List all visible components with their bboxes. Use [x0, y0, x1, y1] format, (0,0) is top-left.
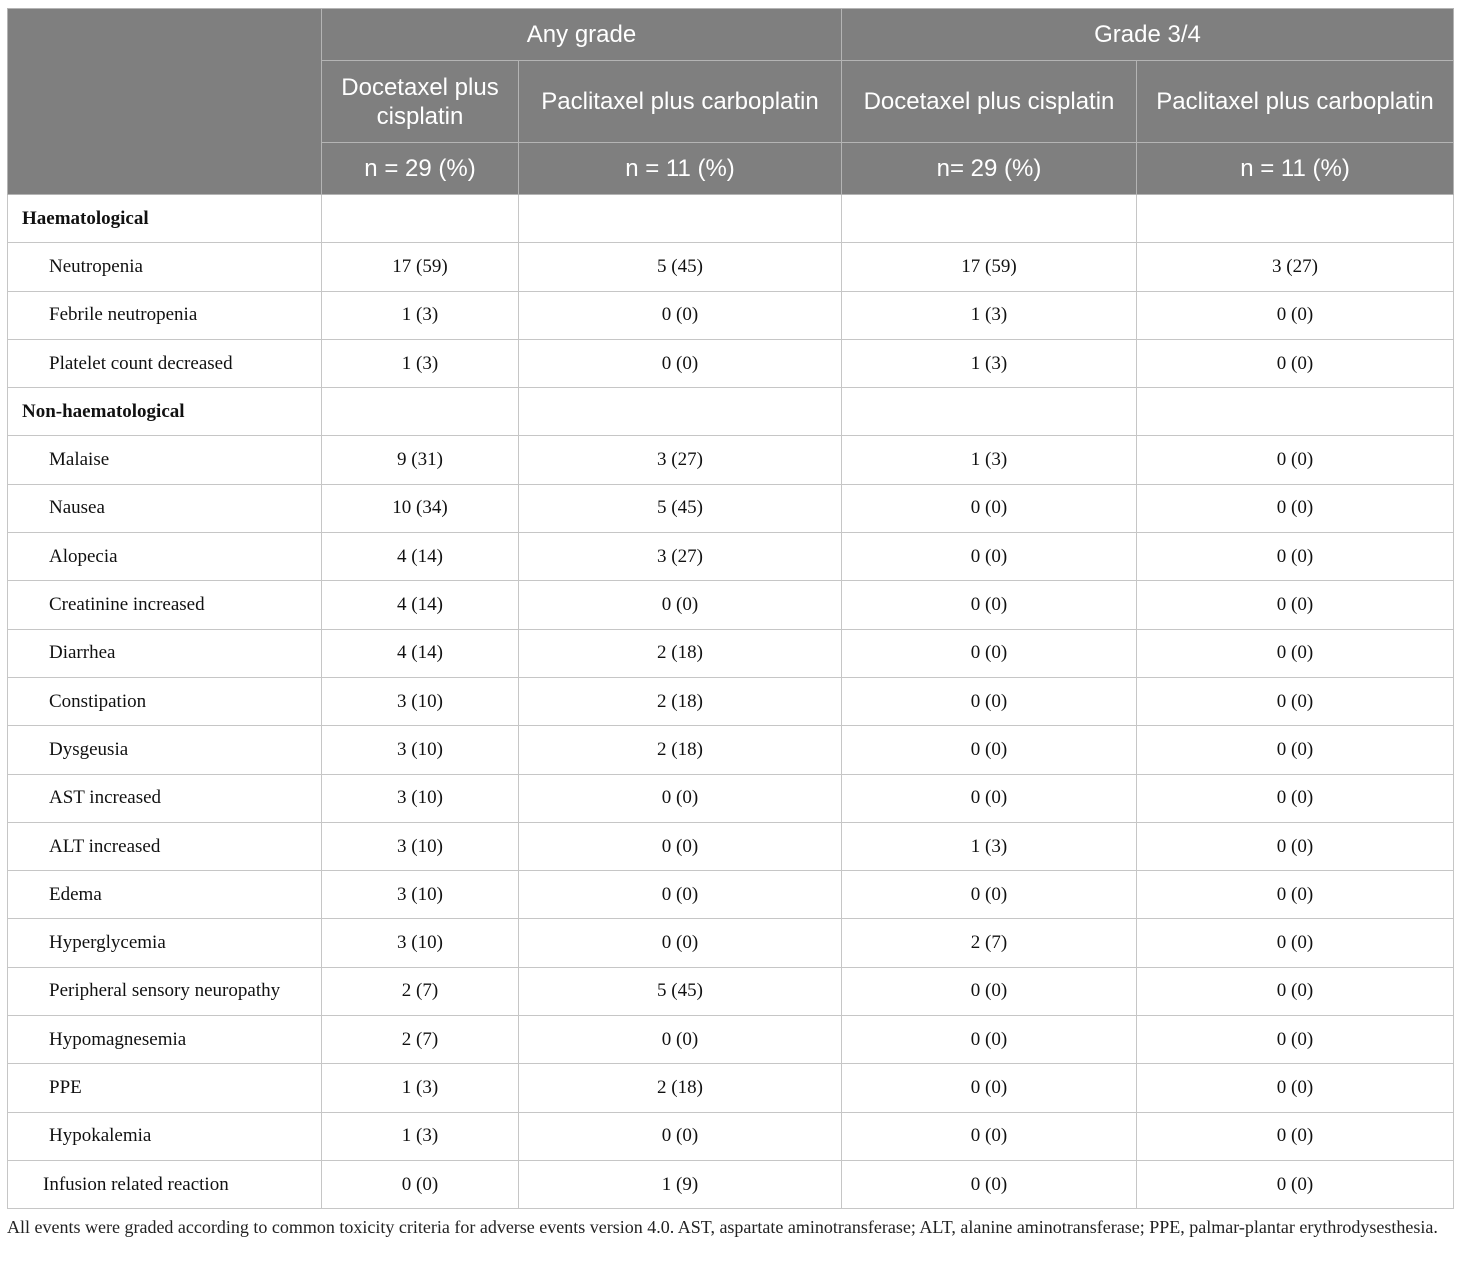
value-cell: 0 (0) [519, 871, 842, 919]
event-label: Hyperglycemia [8, 919, 322, 967]
header-corner-cell [8, 9, 322, 195]
value-cell: 0 (0) [1137, 1064, 1454, 1112]
table-row [8, 243, 1454, 291]
adverse-events-table [7, 8, 1454, 1209]
table-row [8, 871, 1454, 919]
table-row [8, 533, 1454, 581]
event-label: Constipation [8, 677, 322, 725]
table-row [8, 1160, 1454, 1208]
event-label: Diarrhea [8, 629, 322, 677]
empty-cell [519, 388, 842, 436]
value-cell: 1 (3) [322, 1112, 519, 1160]
table-row [8, 484, 1454, 532]
event-label: Hypokalemia [8, 1112, 322, 1160]
value-cell: 1 (3) [322, 339, 519, 387]
value-cell: 1 (3) [322, 291, 519, 339]
value-cell: 4 (14) [322, 533, 519, 581]
value-cell: 0 (0) [1137, 822, 1454, 870]
header-paclitaxel-any: Paclitaxel plus carboplatin [519, 61, 842, 143]
event-label: Hypomagnesemia [8, 1016, 322, 1064]
value-cell: 0 (0) [842, 484, 1137, 532]
event-label: Platelet count decreased [8, 339, 322, 387]
value-cell: 1 (3) [842, 436, 1137, 484]
value-cell: 0 (0) [1137, 484, 1454, 532]
value-cell: 1 (3) [842, 822, 1137, 870]
value-cell: 3 (10) [322, 726, 519, 774]
event-label: Infusion related reaction [8, 1160, 322, 1208]
value-cell: 0 (0) [1137, 581, 1454, 629]
value-cell: 0 (0) [1137, 919, 1454, 967]
value-cell: 4 (14) [322, 581, 519, 629]
header-n-paclitaxel-any: n = 11 (%) [519, 143, 842, 195]
empty-cell [322, 388, 519, 436]
value-cell: 4 (14) [322, 629, 519, 677]
value-cell: 0 (0) [842, 726, 1137, 774]
event-label: Neutropenia [8, 243, 322, 291]
value-cell: 0 (0) [842, 533, 1137, 581]
value-cell: 0 (0) [519, 1016, 842, 1064]
value-cell: 5 (45) [519, 484, 842, 532]
header-docetaxel-any: Docetaxel plus cisplatin [322, 61, 519, 143]
table-row [8, 774, 1454, 822]
value-cell: 0 (0) [842, 967, 1137, 1015]
value-cell: 9 (31) [322, 436, 519, 484]
value-cell: 0 (0) [1137, 871, 1454, 919]
event-label: Dysgeusia [8, 726, 322, 774]
section-row-non-haematological [8, 388, 1454, 436]
header-paclitaxel-g34: Paclitaxel plus carboplatin [1137, 61, 1454, 143]
value-cell: 17 (59) [322, 243, 519, 291]
table-row [8, 726, 1454, 774]
value-cell: 0 (0) [519, 339, 842, 387]
value-cell: 0 (0) [519, 774, 842, 822]
value-cell: 10 (34) [322, 484, 519, 532]
value-cell: 0 (0) [1137, 1112, 1454, 1160]
value-cell: 2 (18) [519, 629, 842, 677]
empty-cell [322, 195, 519, 243]
value-cell: 0 (0) [519, 291, 842, 339]
event-label: Nausea [8, 484, 322, 532]
value-cell: 0 (0) [1137, 967, 1454, 1015]
value-cell: 2 (18) [519, 726, 842, 774]
table-row [8, 581, 1454, 629]
empty-cell [1137, 195, 1454, 243]
empty-cell [842, 195, 1137, 243]
value-cell: 2 (18) [519, 677, 842, 725]
value-cell: 0 (0) [519, 1112, 842, 1160]
value-cell: 5 (45) [519, 243, 842, 291]
value-cell: 0 (0) [842, 1160, 1137, 1208]
value-cell: 3 (27) [519, 533, 842, 581]
table-row [8, 919, 1454, 967]
value-cell: 0 (0) [1137, 726, 1454, 774]
value-cell: 0 (0) [842, 774, 1137, 822]
value-cell: 2 (18) [519, 1064, 842, 1112]
table-row [8, 822, 1454, 870]
value-cell: 2 (7) [322, 967, 519, 1015]
value-cell: 5 (45) [519, 967, 842, 1015]
event-label: Malaise [8, 436, 322, 484]
value-cell: 0 (0) [842, 1112, 1137, 1160]
value-cell: 1 (9) [519, 1160, 842, 1208]
value-cell: 0 (0) [1137, 1160, 1454, 1208]
table-row [8, 1016, 1454, 1064]
value-cell: 3 (27) [519, 436, 842, 484]
value-cell: 1 (3) [842, 339, 1137, 387]
empty-cell [519, 195, 842, 243]
value-cell: 0 (0) [519, 822, 842, 870]
value-cell: 0 (0) [842, 677, 1137, 725]
header-row-grade [8, 9, 1454, 61]
table-header [8, 9, 1454, 195]
section-row-haematological [8, 195, 1454, 243]
empty-cell [842, 388, 1137, 436]
value-cell: 3 (10) [322, 677, 519, 725]
header-any-grade: Any grade [322, 9, 842, 61]
value-cell: 0 (0) [519, 919, 842, 967]
value-cell: 17 (59) [842, 243, 1137, 291]
value-cell: 3 (10) [322, 919, 519, 967]
header-grade-3-4: Grade 3/4 [842, 9, 1454, 61]
value-cell: 0 (0) [842, 1016, 1137, 1064]
value-cell: 0 (0) [1137, 291, 1454, 339]
value-cell: 0 (0) [1137, 339, 1454, 387]
value-cell: 0 (0) [842, 871, 1137, 919]
value-cell: 0 (0) [1137, 533, 1454, 581]
value-cell: 0 (0) [1137, 774, 1454, 822]
event-label: Alopecia [8, 533, 322, 581]
table-row [8, 291, 1454, 339]
value-cell: 1 (3) [842, 291, 1137, 339]
header-n-docetaxel-g34: n= 29 (%) [842, 143, 1137, 195]
header-n-docetaxel-any: n = 29 (%) [322, 143, 519, 195]
table-row [8, 339, 1454, 387]
value-cell: 3 (10) [322, 774, 519, 822]
section-label: Haematological [8, 195, 322, 243]
header-n-paclitaxel-g34: n = 11 (%) [1137, 143, 1454, 195]
event-label: Febrile neutropenia [8, 291, 322, 339]
table-row [8, 436, 1454, 484]
table-footnote: All events were graded according to common toxicity criteria for adverse events version 4.0. AST, aspartate aminotransferase; ALT, alanine aminotransferase; PPE, palmar-plantar erythrodysesthesia. [7, 1217, 1438, 1237]
table-row [8, 967, 1454, 1015]
value-cell: 0 (0) [1137, 436, 1454, 484]
value-cell: 0 (0) [842, 581, 1137, 629]
table-row [8, 629, 1454, 677]
value-cell: 0 (0) [842, 629, 1137, 677]
value-cell: 0 (0) [322, 1160, 519, 1208]
empty-cell [1137, 388, 1454, 436]
value-cell: 0 (0) [1137, 629, 1454, 677]
event-label: Edema [8, 871, 322, 919]
value-cell: 2 (7) [842, 919, 1137, 967]
header-docetaxel-g34: Docetaxel plus cisplatin [842, 61, 1137, 143]
event-label: AST increased [8, 774, 322, 822]
value-cell: 0 (0) [842, 1064, 1137, 1112]
value-cell: 3 (10) [322, 822, 519, 870]
event-label: Creatinine increased [8, 581, 322, 629]
value-cell: 0 (0) [1137, 1016, 1454, 1064]
event-label: PPE [8, 1064, 322, 1112]
value-cell: 3 (27) [1137, 243, 1454, 291]
table-row [8, 1064, 1454, 1112]
table-row [8, 677, 1454, 725]
value-cell: 1 (3) [322, 1064, 519, 1112]
table-body [8, 195, 1454, 1209]
value-cell: 2 (7) [322, 1016, 519, 1064]
event-label: ALT increased [8, 822, 322, 870]
table-row [8, 1112, 1454, 1160]
value-cell: 0 (0) [1137, 677, 1454, 725]
value-cell: 3 (10) [322, 871, 519, 919]
value-cell: 0 (0) [519, 581, 842, 629]
section-label: Non-haematological [8, 388, 322, 436]
event-label: Peripheral sensory neuropathy [8, 967, 322, 1015]
